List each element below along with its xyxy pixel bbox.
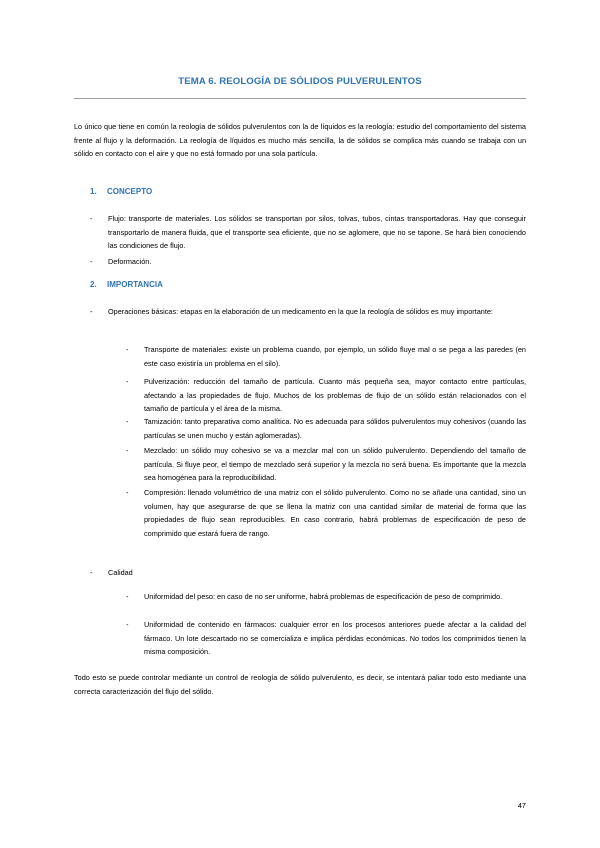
- sub-list-item-text: Pulverización: reducción del tamaño de partícula. Cuanto más pequeña sea, mayor contacto entre partículas, afectando a las propiedades de flujo. Muchos de los problemas de flujo de un sólido están relacionados con el tamaño de partícula y el área de la misma.: [144, 377, 526, 414]
- page-title: TEMA 6. REOLOGÍA DE SÓLIDOS PULVERULENTOS: [178, 76, 422, 87]
- bullet-dash: -: [126, 345, 129, 354]
- list-item-text: Flujo: transporte de materiales. Los sólidos se transportan por silos, tolvas, tubos, cintas transportadoras. Hay que conseguir transportarlo de manera fluida, que el transporte sea eficiente, que no se aglomere, que no se tapone. Se hará bien conociendo las condiciones de flujo.: [108, 214, 526, 251]
- list-item: [90, 212, 526, 254]
- bullet-dash: -: [126, 620, 129, 629]
- sub-list-item: [126, 444, 526, 486]
- section-number: 1.: [90, 187, 97, 196]
- page-number: 47: [517, 801, 526, 810]
- sub-list-item: [126, 590, 526, 618]
- bullet-dash: -: [90, 214, 93, 223]
- sub-list-item: [126, 618, 526, 660]
- section-number: 2.: [90, 280, 97, 289]
- sub-list-item-text: Uniformidad de contenido en fármacos: cualquier error en los procesos anteriores puede afectar a la calidad del fármaco. Un lote descartado no se comercializa e implica pérdidas económicas. No todos los comprimidos tienen la misma composición.: [144, 620, 526, 657]
- section-title: IMPORTANCIA: [107, 280, 163, 289]
- sub-list-item-text: Compresión: llenado volumétrico de una matriz con el sólido pulverulento. Como no se añade una cantidad, sino un volumen, hay que asegurarse de que se llena la matriz con una cantidad similar de material de forma que las propiedades de flujo sean reproducibles. En caso contrario, habrá problemas de especificación de peso de comprimido que estará fuera de rango.: [144, 488, 526, 538]
- bullet-dash: -: [90, 568, 93, 577]
- title-divider: [74, 98, 526, 99]
- closing-paragraph: Todo esto se puede controlar mediante un control de reología de sólido pulverulento, es decir, se intentará paliar todo esto mediante una correcta caracterización del flujo del sólido.: [74, 673, 526, 696]
- bullet-dash: -: [126, 377, 129, 386]
- bullet-dash: -: [126, 417, 129, 426]
- bullet-dash: -: [126, 488, 129, 497]
- list-item: [90, 255, 526, 269]
- sub-list-item-text: Transporte de materiales: existe un problema cuando, por ejemplo, un sólido fluye mal o se pega a las paredes (en este caso existiría un problema en el silo).: [144, 345, 526, 368]
- sub-list-item: [126, 486, 526, 556]
- bullet-dash: -: [126, 446, 129, 455]
- sub-list-item-text: Uniformidad del peso: en caso de no ser uniforme, habrá problemas de especificación de peso de comprimido.: [144, 592, 503, 601]
- list-item: [90, 305, 526, 333]
- sub-list-item: [126, 343, 526, 371]
- bullet-dash: -: [126, 592, 129, 601]
- list-item: [90, 566, 526, 580]
- list-item-text: Calidad: [108, 568, 133, 577]
- list-item-text: Operaciones básicas: etapas en la elaboración de un medicamento en la que la reología de sólidos es muy importante:: [108, 307, 493, 316]
- section-title: CONCEPTO: [107, 187, 153, 196]
- sub-list-item: [126, 375, 526, 417]
- bullet-dash: -: [90, 257, 93, 266]
- list-item-text: Deformación.: [108, 257, 152, 266]
- sub-list-item: [126, 415, 526, 443]
- section-heading-importancia: [90, 280, 163, 289]
- sub-list-item-text: Tamización: tanto preparativa como analítica. No es adecuada para sólidos pulverulentos muy cohesivos (cuando las partículas se unen mucho y están aglomeradas).: [144, 417, 526, 440]
- bullet-dash: -: [90, 307, 93, 316]
- intro-paragraph: Lo único que tiene en común la reología de sólidos pulverulentos con la de líquidos es la reología: estudio del comportamiento del sistema frente al flujo y la deformación. La reología de líquidos es mucho más sencilla, la de sólidos se complica más cuando se trabaja con un sólido en contacto con el aire y que no está formado por una sola partícula.: [74, 122, 526, 159]
- sub-list-item-text: Mezclado: un sólido muy cohesivo se va a mezclar mal con un sólido pulverulento. Dependiendo del tamaño de partícula. Si fluye peor, el tiempo de mezclado será superior y la mezcla no será buena. Es importante que la mezcla sea homogénea para la reproducibilidad.: [144, 446, 526, 483]
- section-heading-concepto: [90, 187, 152, 196]
